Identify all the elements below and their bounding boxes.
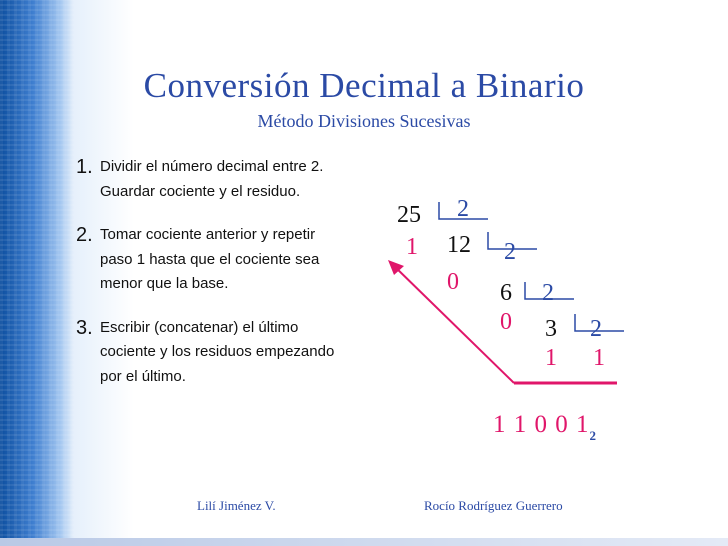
footer-author-left: Lilí Jiménez V. <box>197 498 276 513</box>
step-text: Escribir (concatenar) el último cociente y los residuos empezando por el último. <box>100 318 335 385</box>
divisor: 2 <box>457 196 469 222</box>
step-number: 3. <box>76 316 93 339</box>
division-bracket <box>525 282 574 299</box>
footer-author-right: Rocío Rodríguez Guerrero <box>424 498 563 513</box>
remainder: 0 <box>500 309 512 335</box>
dividend: 3 <box>545 316 557 342</box>
last-quotient: 1 <box>593 345 605 371</box>
division-bracket <box>488 232 537 249</box>
bottom-rule <box>0 538 728 546</box>
remainder: 0 <box>447 269 459 295</box>
dividend: 12 <box>447 232 471 258</box>
step-number: 1. <box>76 156 93 178</box>
dividend: 6 <box>500 280 512 306</box>
result-digits: 1 1 0 0 1 <box>493 411 590 438</box>
slide-subtitle: Método Divisiones Sucesivas <box>257 111 471 131</box>
binary-result <box>493 411 597 444</box>
slide-title: Conversión Decimal a Binario <box>143 66 585 105</box>
divisor: 2 <box>590 316 602 342</box>
step-text: Dividir el número decimal entre 2. Guardar cociente y el residuo. <box>100 158 324 200</box>
remainder: 1 <box>406 234 418 260</box>
step-text: Tomar cociente anterior y repetir paso 1 hasta que el cociente sea menor que la base. <box>100 226 320 292</box>
divisor: 2 <box>542 280 554 306</box>
step-number: 2. <box>76 224 93 246</box>
reading-arrow-line <box>391 263 514 383</box>
remainder: 1 <box>545 345 557 371</box>
result-base: 2 <box>589 428 597 443</box>
division-bracket <box>439 202 488 219</box>
division-bracket <box>575 314 624 331</box>
divisor: 2 <box>504 239 516 265</box>
dividend: 25 <box>397 202 421 228</box>
